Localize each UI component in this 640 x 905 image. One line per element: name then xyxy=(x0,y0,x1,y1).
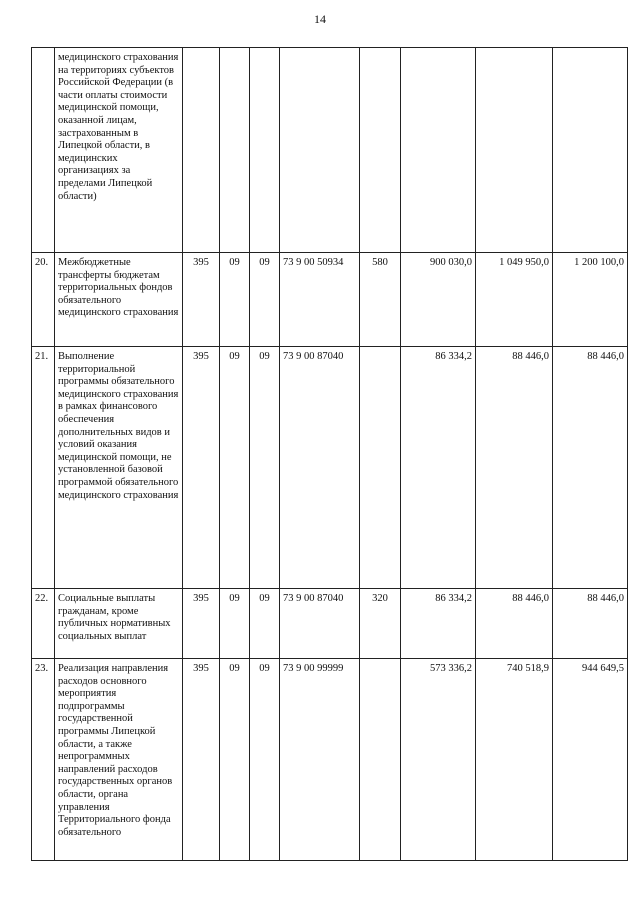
admin-code: 395 xyxy=(183,659,220,861)
row-name: Социальные выплаты гражданам, кроме публичных нормативных социальных выплат xyxy=(55,589,183,659)
target-article-code: 73 9 00 87040 xyxy=(280,347,360,589)
row-name: Межбюджетные трансферты бюджетам территориальных фондов обязательного медицинского страхования xyxy=(55,253,183,347)
amount-year-1 xyxy=(401,48,476,253)
amount-year-2: 88 446,0 xyxy=(476,589,553,659)
page-number: 14 xyxy=(314,12,326,26)
amount-year-2 xyxy=(476,48,553,253)
row-name: Реализация направления расходов основного мероприятия подпрограммы государственной программы Липецкой области, а также непрограммных направлений расходов государственных органов области, органа управления Территориального фонда обязательного xyxy=(55,659,183,861)
amount-year-3: 88 446,0 xyxy=(553,589,628,659)
subsection-code xyxy=(250,48,280,253)
expense-type-code xyxy=(360,48,401,253)
expense-type-code xyxy=(360,659,401,861)
subsection-code: 09 xyxy=(250,659,280,861)
amount-year-1: 86 334,2 xyxy=(401,347,476,589)
expense-type-code: 580 xyxy=(360,253,401,347)
amount-year-3 xyxy=(553,48,628,253)
row-number: 20. xyxy=(32,253,55,347)
row-number: 23. xyxy=(32,659,55,861)
amount-year-1: 86 334,2 xyxy=(401,589,476,659)
expense-type-code xyxy=(360,347,401,589)
table-row xyxy=(32,48,628,253)
subsection-code: 09 xyxy=(250,589,280,659)
target-article-code: 73 9 00 87040 xyxy=(280,589,360,659)
amount-year-2: 740 518,9 xyxy=(476,659,553,861)
target-article-code xyxy=(280,48,360,253)
row-number xyxy=(32,48,55,253)
subsection-code: 09 xyxy=(250,253,280,347)
admin-code: 395 xyxy=(183,589,220,659)
section-code: 09 xyxy=(220,659,250,861)
subsection-code: 09 xyxy=(250,347,280,589)
admin-code xyxy=(183,48,220,253)
table-row xyxy=(32,253,628,347)
table-row xyxy=(32,589,628,659)
budget-table xyxy=(31,47,628,861)
row-number: 22. xyxy=(32,589,55,659)
expense-type-code: 320 xyxy=(360,589,401,659)
table-row xyxy=(32,659,628,861)
row-number: 21. xyxy=(32,347,55,589)
amount-year-1: 573 336,2 xyxy=(401,659,476,861)
amount-year-2: 1 049 950,0 xyxy=(476,253,553,347)
amount-year-2: 88 446,0 xyxy=(476,347,553,589)
amount-year-3: 944 649,5 xyxy=(553,659,628,861)
row-name: Выполнение территориальной программы обязательного медицинского страхования в рамках финансового обеспечения дополнительных видов и условий оказания медицинской помощи, не установленной базовой программой обязательного медицинского страхования xyxy=(55,347,183,589)
target-article-code: 73 9 00 99999 xyxy=(280,659,360,861)
amount-year-3: 88 446,0 xyxy=(553,347,628,589)
row-name: медицинского страхования на территориях субъектов Российской Федерации (в части оплаты стоимости медицинской помощи, оказанной лицам, застрахованным в Липецкой области, в медицинских организациях за пределами Липецкой области) xyxy=(55,48,183,253)
amount-year-3: 1 200 100,0 xyxy=(553,253,628,347)
amount-year-1: 900 030,0 xyxy=(401,253,476,347)
admin-code: 395 xyxy=(183,347,220,589)
section-code: 09 xyxy=(220,589,250,659)
section-code: 09 xyxy=(220,253,250,347)
section-code: 09 xyxy=(220,347,250,589)
target-article-code: 73 9 00 50934 xyxy=(280,253,360,347)
section-code xyxy=(220,48,250,253)
admin-code: 395 xyxy=(183,253,220,347)
table-row xyxy=(32,347,628,589)
